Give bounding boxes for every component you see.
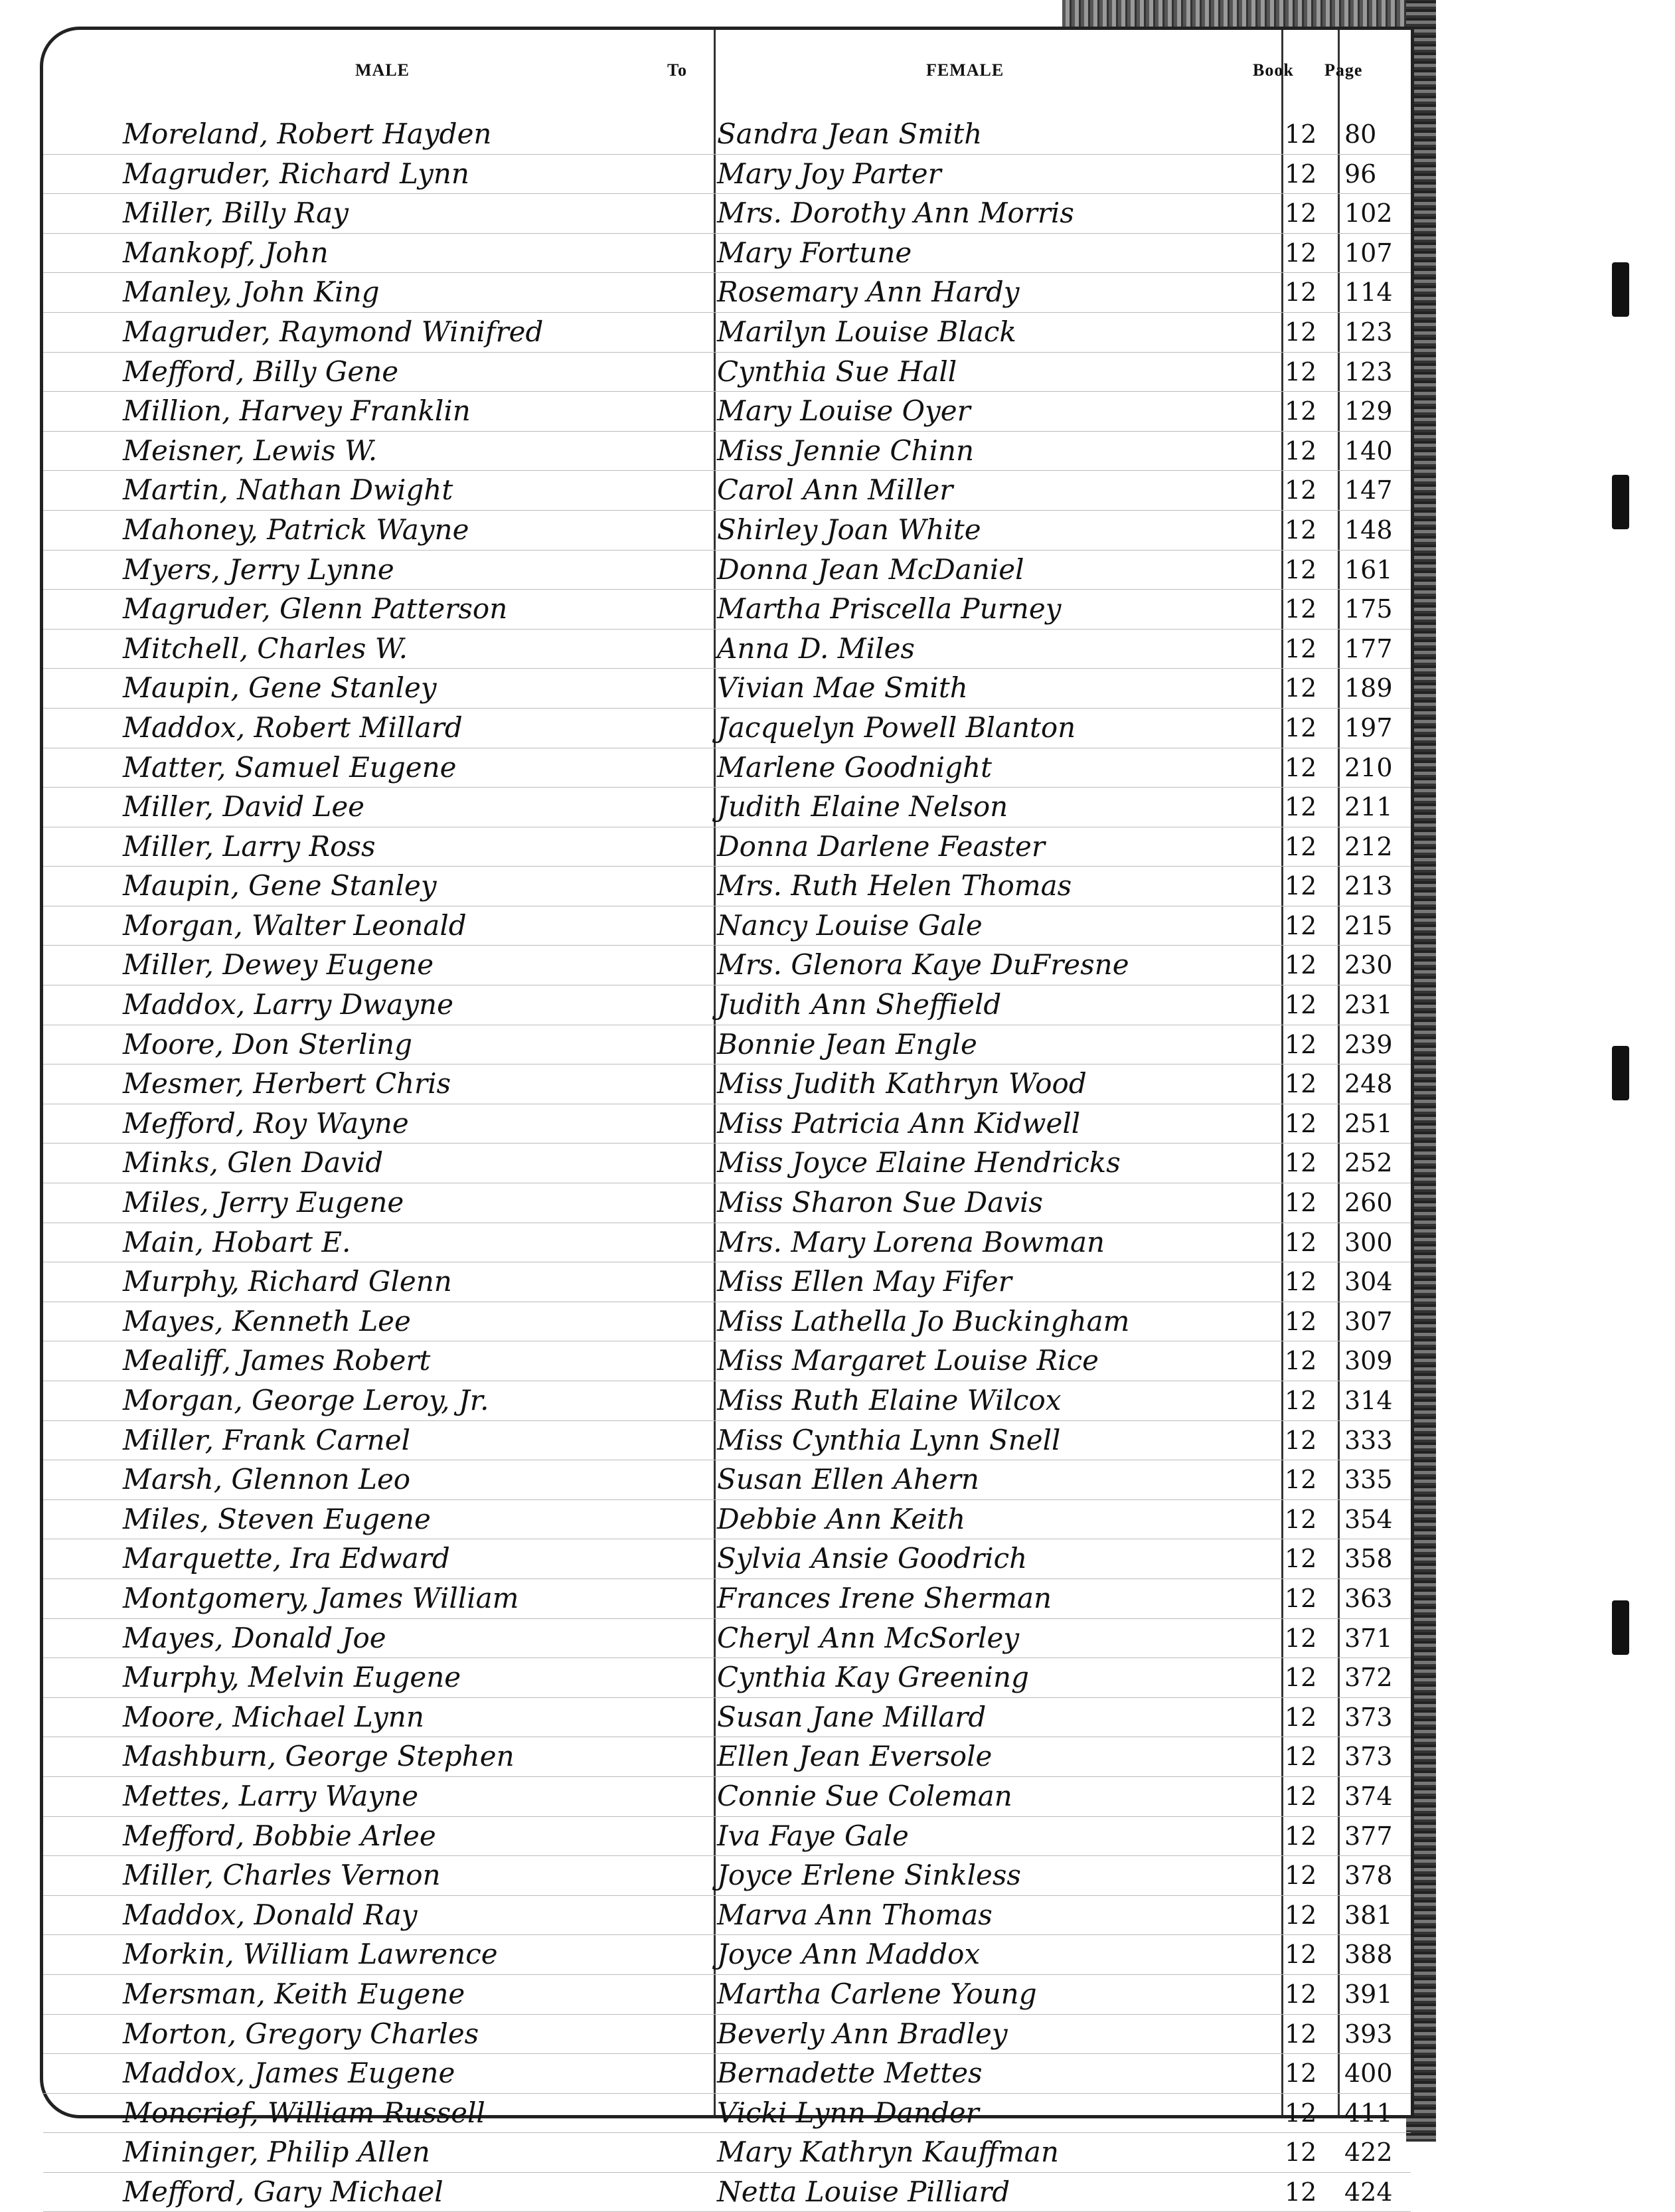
table-row: [43, 1975, 1411, 2015]
table-row: [43, 709, 1411, 748]
male-name: Maddox, Donald Ray: [123, 1898, 418, 1931]
female-name: Beverly Ann Bradley: [717, 2017, 1008, 2050]
female-name: Carol Ann Miller: [717, 473, 953, 507]
female-name: Rosemary Ann Hardy: [717, 276, 1020, 309]
table-row: [43, 1460, 1411, 1500]
table-row: [43, 1777, 1411, 1817]
page-number: 114: [1344, 278, 1393, 307]
female-name: Bernadette Mettes: [717, 2057, 983, 2090]
table-row: [43, 194, 1411, 234]
female-name: Frances Irene Sherman: [717, 1581, 1052, 1614]
table-row: [43, 1183, 1411, 1223]
male-name: Miller, Dewey Eugene: [123, 948, 434, 981]
page-number: 381: [1344, 1900, 1393, 1930]
female-name: Cheryl Ann McSorley: [717, 1621, 1020, 1654]
male-name: Moore, Michael Lynn: [123, 1700, 424, 1733]
female-name: Cynthia Sue Hall: [717, 355, 957, 388]
male-name: Myers, Jerry Lynne: [123, 553, 394, 586]
male-name: Mersman, Keith Eugene: [123, 1977, 465, 2010]
page-number: 391: [1344, 1979, 1393, 2009]
table-row: [43, 1817, 1411, 1857]
female-name: Mary Joy Parter: [717, 157, 941, 190]
male-name: Moncrief, William Russell: [123, 2096, 485, 2129]
page-number: 300: [1344, 1227, 1393, 1257]
male-name: Manley, John King: [123, 276, 380, 309]
table-row: [43, 1935, 1411, 1975]
table-row: [43, 1341, 1411, 1381]
table-row: [43, 1064, 1411, 1104]
male-name: Mesmer, Herbert Chris: [123, 1067, 451, 1100]
page-number: 373: [1344, 1702, 1393, 1732]
male-name: Magruder, Richard Lynn: [123, 157, 469, 190]
book-number: 12: [1285, 1781, 1317, 1811]
female-name: Netta Louise Pilliard: [717, 2175, 1010, 2208]
book-number: 12: [1285, 752, 1317, 782]
table-row: [43, 2054, 1411, 2094]
table-row: [43, 1658, 1411, 1698]
page-number: 388: [1344, 1940, 1393, 1970]
female-name: Judith Ann Sheffield: [717, 988, 1002, 1021]
male-name: Magruder, Glenn Patterson: [123, 592, 508, 626]
table-row: [43, 1579, 1411, 1619]
female-name: Susan Jane Millard: [717, 1700, 987, 1733]
male-name: Meisner, Lewis W.: [123, 434, 378, 467]
page-number: 372: [1344, 1663, 1393, 1693]
table-row: [43, 1500, 1411, 1540]
table-row: [43, 1223, 1411, 1263]
page-number: 251: [1344, 1108, 1393, 1138]
book-number: 12: [1285, 1346, 1317, 1376]
male-name: Mayes, Donald Joe: [123, 1621, 386, 1654]
binder-tab: [1612, 475, 1629, 529]
female-name: Bonnie Jean Engle: [717, 1027, 977, 1061]
male-name: Miller, Larry Ross: [123, 829, 376, 863]
male-name: Matter, Samuel Eugene: [123, 750, 457, 784]
female-name: Donna Jean McDaniel: [717, 553, 1024, 586]
table-row: [43, 1104, 1411, 1144]
book-number: 12: [1285, 1544, 1317, 1574]
male-name: Mashburn, George Stephen: [123, 1740, 515, 1773]
page-number: 363: [1344, 1583, 1393, 1613]
book-number: 12: [1285, 594, 1317, 624]
female-name: Marilyn Louise Black: [717, 315, 1016, 348]
table-row: [43, 1619, 1411, 1659]
book-number: 12: [1285, 871, 1317, 901]
female-name: Mrs. Ruth Helen Thomas: [717, 869, 1072, 902]
female-name: Mrs. Mary Lorena Bowman: [717, 1225, 1105, 1258]
table-row: [43, 551, 1411, 590]
female-name: Shirley Joan White: [717, 513, 981, 546]
male-name: Mahoney, Patrick Wayne: [123, 513, 469, 546]
page-number: 307: [1344, 1306, 1393, 1336]
table-row: [43, 1737, 1411, 1777]
table-row: [43, 234, 1411, 274]
female-name: Nancy Louise Gale: [717, 908, 983, 942]
table-row: [43, 471, 1411, 511]
book-number: 12: [1285, 396, 1317, 426]
book-number: 12: [1285, 713, 1317, 742]
binder-tab: [1612, 1600, 1629, 1655]
ledger-page: [40, 27, 1414, 2208]
female-name: Jacquelyn Powell Blanton: [717, 711, 1076, 744]
table-row: [43, 788, 1411, 827]
female-name: Sylvia Ansie Goodrich: [717, 1542, 1028, 1575]
header-female: FEMALE: [926, 60, 1004, 80]
table-row: [43, 1421, 1411, 1461]
page-number: 393: [1344, 2019, 1393, 2049]
female-name: Miss Lathella Jo Buckingham: [717, 1304, 1130, 1337]
female-name: Anna D. Miles: [717, 632, 915, 665]
female-name: Joyce Erlene Sinkless: [717, 1859, 1021, 1892]
book-number: 12: [1285, 1425, 1317, 1455]
male-name: Murphy, Richard Glenn: [123, 1265, 452, 1298]
male-name: Minks, Glen David: [123, 1146, 384, 1179]
page-number: 102: [1344, 199, 1393, 228]
table-row: [43, 353, 1411, 392]
table-row: [43, 1896, 1411, 1936]
book-number: 12: [1285, 1861, 1317, 1891]
book-number: 12: [1285, 950, 1317, 980]
page-number: 147: [1344, 475, 1393, 505]
page-number: 304: [1344, 1267, 1393, 1297]
female-name: Martha Carlene Young: [717, 1977, 1037, 2010]
page-number: 177: [1344, 634, 1393, 663]
book-number: 12: [1285, 1900, 1317, 1930]
book-number: 12: [1285, 515, 1317, 545]
male-name: Maupin, Gene Stanley: [123, 869, 437, 902]
page-number: 374: [1344, 1781, 1393, 1811]
table-row: [43, 273, 1411, 313]
female-name: Sandra Jean Smith: [717, 118, 983, 150]
record-list: [43, 115, 1411, 2212]
female-name: Miss Joyce Elaine Hendricks: [717, 1146, 1121, 1179]
book-number: 12: [1285, 357, 1317, 386]
male-name: Morkin, William Lawrence: [123, 1938, 498, 1971]
book-number: 12: [1285, 1742, 1317, 1772]
book-number: 12: [1285, 792, 1317, 822]
female-name: Miss Cynthia Lynn Snell: [717, 1423, 1061, 1456]
page-number: 373: [1344, 1742, 1393, 1772]
male-name: Marsh, Glennon Leo: [123, 1463, 411, 1496]
female-name: Martha Priscella Purney: [717, 592, 1062, 626]
female-name: Marlene Goodnight: [717, 750, 992, 784]
page-number: 107: [1344, 238, 1393, 268]
table-row: [43, 392, 1411, 432]
page-number: 309: [1344, 1346, 1393, 1376]
page-number: 248: [1344, 1069, 1393, 1099]
male-name: Mefford, Roy Wayne: [123, 1106, 409, 1140]
book-number: 12: [1285, 1188, 1317, 1218]
male-name: Mefford, Bobbie Arlee: [123, 1819, 436, 1852]
female-name: Miss Margaret Louise Rice: [717, 1344, 1099, 1377]
page-number: 175: [1344, 594, 1393, 624]
page-number: 377: [1344, 1821, 1393, 1851]
book-number: 12: [1285, 317, 1317, 347]
book-number: 12: [1285, 120, 1317, 149]
table-row: [43, 867, 1411, 906]
table-row: [43, 1262, 1411, 1302]
female-name: Miss Ellen May Fifer: [717, 1265, 1012, 1298]
page-number: 123: [1344, 357, 1393, 386]
page-number: 148: [1344, 515, 1393, 545]
male-name: Mettes, Larry Wayne: [123, 1779, 419, 1812]
binder-tab: [1612, 262, 1629, 317]
book-number: 12: [1285, 673, 1317, 703]
book-number: 12: [1285, 2138, 1317, 2168]
page-number: 314: [1344, 1386, 1393, 1415]
book-number: 12: [1285, 1227, 1317, 1257]
book-number: 12: [1285, 475, 1317, 505]
page-number: 123: [1344, 317, 1393, 347]
page-number: 411: [1344, 2098, 1393, 2128]
page-number: 210: [1344, 752, 1393, 782]
male-name: Morton, Gregory Charles: [123, 2017, 479, 2050]
book-number: 12: [1285, 1979, 1317, 2009]
male-name: Miller, Billy Ray: [123, 197, 349, 230]
male-name: Mayes, Kenneth Lee: [123, 1304, 411, 1337]
male-name: Mininger, Philip Allen: [123, 2136, 430, 2169]
table-row: [43, 985, 1411, 1025]
book-number: 12: [1285, 1465, 1317, 1495]
table-row: [43, 511, 1411, 551]
table-row: [43, 1302, 1411, 1342]
female-name: Vicki Lynn Dander: [717, 2096, 979, 2129]
female-name: Miss Ruth Elaine Wilcox: [717, 1384, 1062, 1416]
female-name: Iva Faye Gale: [717, 1819, 909, 1852]
male-name: Miller, David Lee: [123, 790, 365, 823]
page-number: 80: [1344, 120, 1377, 149]
book-number: 12: [1285, 1663, 1317, 1693]
female-name: Marva Ann Thomas: [717, 1898, 993, 1931]
female-name: Susan Ellen Ahern: [717, 1463, 979, 1496]
header-to: To: [667, 60, 687, 80]
book-number: 12: [1285, 1821, 1317, 1851]
book-number: 12: [1285, 1069, 1317, 1099]
page-number: 189: [1344, 673, 1393, 703]
page-number: 129: [1344, 396, 1393, 426]
female-name: Miss Jennie Chinn: [717, 434, 975, 467]
book-number: 12: [1285, 436, 1317, 466]
header-page: Page: [1324, 60, 1363, 80]
male-name: Moreland, Robert Hayden: [123, 118, 492, 150]
table-row: [43, 1539, 1411, 1579]
male-name: Moore, Don Sterling: [123, 1027, 412, 1061]
female-name: Mary Louise Oyer: [717, 394, 971, 428]
male-name: Murphy, Melvin Eugene: [123, 1661, 461, 1694]
male-name: Maddox, Robert Millard: [123, 711, 463, 744]
female-name: Mrs. Dorothy Ann Morris: [717, 197, 1074, 230]
female-name: Donna Darlene Feaster: [717, 829, 1045, 863]
male-name: Mefford, Gary Michael: [123, 2175, 443, 2208]
book-number: 12: [1285, 238, 1317, 268]
book-number: 12: [1285, 1148, 1317, 1178]
page-number: 378: [1344, 1861, 1393, 1891]
male-name: Miles, Jerry Eugene: [123, 1186, 404, 1219]
male-name: Morgan, Walter Leonald: [123, 908, 467, 942]
male-name: Maupin, Gene Stanley: [123, 671, 437, 705]
page-number: 400: [1344, 2059, 1393, 2088]
header-book: Book: [1253, 60, 1294, 80]
male-name: Mefford, Billy Gene: [123, 355, 399, 388]
male-name: Martin, Nathan Dwight: [123, 473, 453, 507]
table-row: [43, 432, 1411, 471]
table-row: [43, 748, 1411, 788]
female-name: Miss Sharon Sue Davis: [717, 1186, 1043, 1219]
book-number: 12: [1285, 2177, 1317, 2207]
female-name: Mrs. Glenora Kaye DuFresne: [717, 948, 1129, 981]
header-male: MALE: [355, 60, 410, 80]
table-row: [43, 630, 1411, 669]
male-name: Miller, Frank Carnel: [123, 1423, 411, 1456]
page-number: 212: [1344, 831, 1393, 861]
page-number: 230: [1344, 950, 1393, 980]
table-row: [43, 115, 1411, 155]
page-number: 213: [1344, 871, 1393, 901]
female-name: Judith Elaine Nelson: [717, 790, 1008, 823]
table-row: [43, 2173, 1411, 2212]
male-name: Montgomery, James William: [123, 1581, 519, 1614]
book-number: 12: [1285, 1623, 1317, 1653]
page-number: 161: [1344, 554, 1393, 584]
male-name: Morgan, George Leroy, Jr.: [123, 1384, 489, 1416]
page-number: 424: [1344, 2177, 1393, 2207]
book-number: 12: [1285, 554, 1317, 584]
table-row: [43, 313, 1411, 353]
book-number: 12: [1285, 1306, 1317, 1336]
book-number: 12: [1285, 199, 1317, 228]
page-number: 211: [1344, 792, 1393, 822]
scan-edge-top: [1062, 0, 1434, 27]
book-number: 12: [1285, 634, 1317, 663]
female-name: Cynthia Kay Greening: [717, 1661, 1029, 1694]
page-number: 197: [1344, 713, 1393, 742]
male-name: Million, Harvey Franklin: [123, 394, 471, 428]
page-number: 260: [1344, 1188, 1393, 1218]
page-number: 252: [1344, 1148, 1393, 1178]
book-number: 12: [1285, 910, 1317, 940]
book-number: 12: [1285, 1386, 1317, 1415]
male-name: Maddox, James Eugene: [123, 2057, 455, 2090]
female-name: Debbie Ann Keith: [717, 1502, 966, 1535]
table-row: [43, 1698, 1411, 1738]
book-number: 12: [1285, 2059, 1317, 2088]
page-number: 231: [1344, 990, 1393, 1020]
table-row: [43, 155, 1411, 195]
table-row: [43, 2094, 1411, 2134]
book-number: 12: [1285, 2098, 1317, 2128]
page-number: 96: [1344, 159, 1377, 189]
table-row: [43, 1856, 1411, 1896]
table-row: [43, 2133, 1411, 2173]
female-name: Mary Fortune: [717, 236, 912, 269]
table-row: [43, 590, 1411, 630]
table-row: [43, 669, 1411, 709]
binder-tab: [1612, 1046, 1629, 1100]
table-row: [43, 1381, 1411, 1421]
page-number: 333: [1344, 1425, 1393, 1455]
book-number: 12: [1285, 1504, 1317, 1534]
male-name: Mitchell, Charles W.: [123, 632, 408, 665]
book-number: 12: [1285, 1267, 1317, 1297]
male-name: Mankopf, John: [123, 236, 329, 269]
book-number: 12: [1285, 990, 1317, 1020]
page-number: 371: [1344, 1623, 1393, 1653]
page-number: 354: [1344, 1504, 1393, 1534]
book-number: 12: [1285, 1029, 1317, 1059]
table-row: [43, 906, 1411, 946]
male-name: Magruder, Raymond Winifred: [123, 315, 544, 348]
table-row: [43, 1025, 1411, 1065]
female-name: Mary Kathryn Kauffman: [717, 2136, 1059, 2169]
page-number: 422: [1344, 2138, 1393, 2168]
book-number: 12: [1285, 2019, 1317, 2049]
male-name: Marquette, Ira Edward: [123, 1542, 450, 1575]
male-name: Maddox, Larry Dwayne: [123, 988, 453, 1021]
book-number: 12: [1285, 1940, 1317, 1970]
book-number: 12: [1285, 159, 1317, 189]
book-number: 12: [1285, 1702, 1317, 1732]
page-number: 358: [1344, 1544, 1393, 1574]
female-name: Joyce Ann Maddox: [717, 1938, 981, 1971]
table-row: [43, 827, 1411, 867]
male-name: Miller, Charles Vernon: [123, 1859, 441, 1892]
male-name: Mealiff, James Robert: [123, 1344, 431, 1377]
male-name: Miles, Steven Eugene: [123, 1502, 431, 1535]
female-name: Connie Sue Coleman: [717, 1779, 1012, 1812]
page-number: 140: [1344, 436, 1393, 466]
page-number: 239: [1344, 1029, 1393, 1059]
book-number: 12: [1285, 1583, 1317, 1613]
female-name: Vivian Mae Smith: [717, 671, 968, 705]
page-number: 335: [1344, 1465, 1393, 1495]
male-name: Main, Hobart E.: [123, 1225, 351, 1258]
book-number: 12: [1285, 1108, 1317, 1138]
female-name: Miss Judith Kathryn Wood: [717, 1067, 1087, 1100]
table-row: [43, 1144, 1411, 1183]
book-number: 12: [1285, 278, 1317, 307]
table-row: [43, 946, 1411, 985]
book-number: 12: [1285, 831, 1317, 861]
female-name: Miss Patricia Ann Kidwell: [717, 1106, 1081, 1140]
page-number: 215: [1344, 910, 1393, 940]
table-row: [43, 2015, 1411, 2055]
female-name: Ellen Jean Eversole: [717, 1740, 993, 1773]
